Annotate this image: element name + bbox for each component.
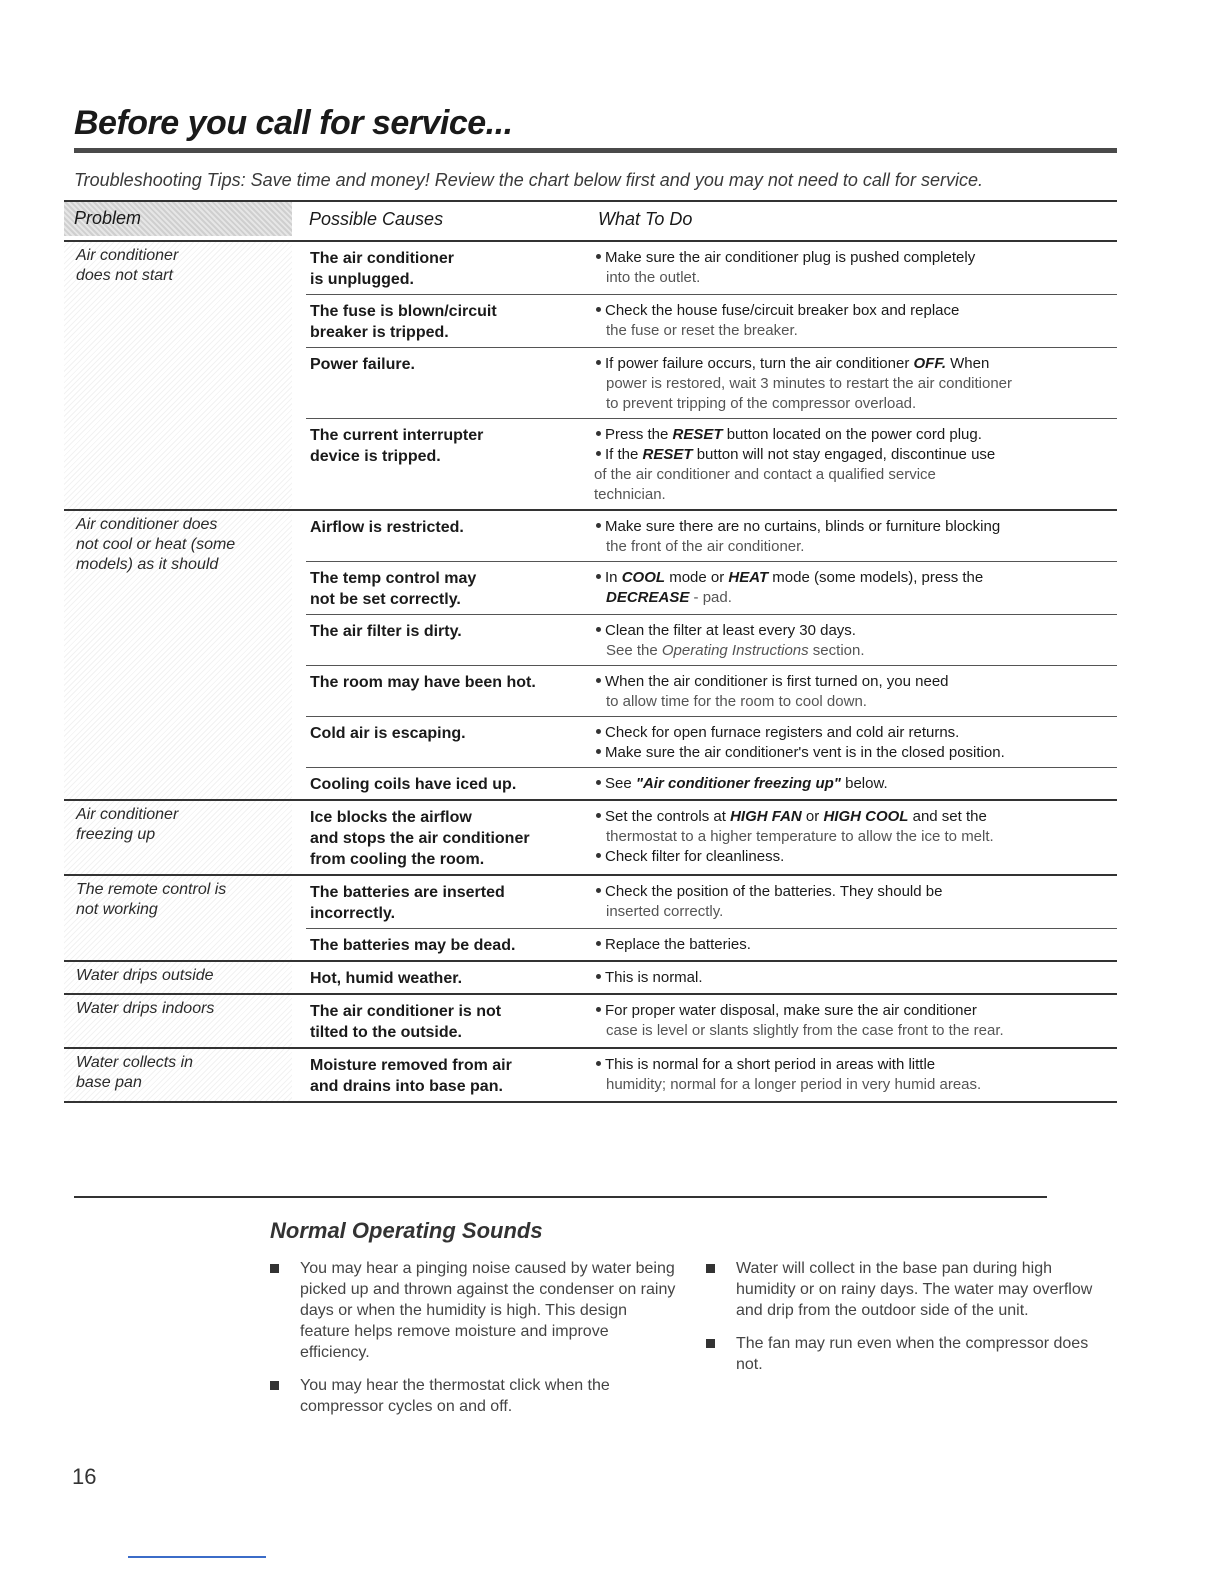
todo-sub: the front of the air conditioner. — [606, 538, 805, 555]
header-possible-causes: Possible Causes — [309, 209, 444, 229]
table-row — [306, 768, 1117, 799]
cause-cell — [306, 807, 594, 870]
todo-sub: technician. — [594, 486, 666, 503]
square-bullet-icon — [706, 1339, 715, 1348]
cause-cell — [306, 248, 594, 290]
table-row — [306, 876, 1117, 929]
todo-main: Check filter for cleanliness. — [594, 848, 784, 865]
todo-item — [594, 1055, 1117, 1095]
title-divider — [74, 148, 1117, 153]
cause-cell — [306, 301, 594, 343]
todo-cell — [594, 1055, 1117, 1097]
sounds-left-column — [268, 1258, 678, 1429]
table-row — [306, 295, 1117, 348]
problem-cell — [64, 876, 292, 960]
todo-sub: into the outlet. — [606, 269, 701, 286]
cause-text: and drains into base pan. — [310, 1078, 503, 1095]
table-row — [306, 511, 1117, 562]
problem-cell — [64, 801, 292, 874]
emphasis-text: RESET — [642, 446, 693, 463]
cause-text: device is tripped. — [310, 448, 441, 465]
todo-main: Replace the batteries. — [594, 936, 751, 953]
cause-text: Hot, humid weather. — [310, 970, 463, 987]
bullet-dot-icon — [596, 431, 601, 436]
table-row — [306, 348, 1117, 419]
cause-text: The current interrupter — [310, 427, 484, 444]
cause-text: The batteries are inserted — [310, 884, 505, 901]
cause-text: Power failure. — [310, 356, 415, 373]
sound-text: Water will collect in the base pan during high humidity or on rainy days. The water may overflow and drip from the outdoor side of the unit. — [736, 1260, 1093, 1319]
todo-main: For proper water disposal, make sure the air conditioner — [594, 1002, 977, 1019]
emphasis-text: DECREASE — [606, 589, 690, 606]
problem-text: models) as it should — [76, 556, 219, 573]
cause-text: The air conditioner — [310, 250, 455, 267]
todo-main: Press the RESET button located on the power cord plug. — [594, 426, 982, 443]
cause-text: Cooling coils have iced up. — [310, 776, 517, 793]
todo-main: This is normal for a short period in areas with little — [594, 1056, 935, 1073]
todo-main: In COOL mode or HEAT mode (some models), press the — [594, 569, 983, 586]
emphasis-text: "Air conditioner freezing up" — [635, 775, 841, 792]
page-number: 16 — [72, 1464, 97, 1489]
cause-text: Ice blocks the airflow — [310, 809, 472, 826]
table-header — [64, 200, 1117, 242]
todo-main: When the air conditioner is first turned on, you need — [594, 673, 949, 690]
page-title: Before you call for service... — [74, 104, 513, 142]
footer-line — [128, 1556, 266, 1558]
problem-group — [64, 801, 1117, 876]
cause-text: Moisture removed from air — [310, 1057, 512, 1074]
header-problem: Problem — [64, 202, 292, 236]
todo-item — [594, 568, 1117, 608]
problem-group — [64, 242, 1117, 511]
problem-text: base pan — [76, 1074, 142, 1091]
todo-main: Make sure the air conditioner's vent is in the closed position. — [594, 744, 1005, 761]
todo-item — [594, 354, 1117, 414]
sound-bullet — [704, 1258, 1114, 1321]
bullet-dot-icon — [596, 749, 601, 754]
todo-item — [594, 301, 1117, 341]
todo-sub: inserted correctly. — [606, 903, 724, 920]
todo-item — [594, 1001, 1117, 1041]
sounds-title: Normal Operating Sounds — [270, 1218, 543, 1243]
todo-main: If power failure occurs, turn the air conditioner OFF. When — [594, 355, 989, 372]
problem-group — [64, 1049, 1117, 1103]
section-divider — [74, 1196, 1047, 1198]
problem-text: freezing up — [76, 826, 156, 843]
todo-cell — [594, 425, 1117, 505]
square-bullet-icon — [270, 1381, 279, 1390]
bullet-dot-icon — [596, 974, 601, 979]
todo-main: Make sure there are no curtains, blinds or furniture blocking — [594, 518, 1000, 535]
problem-text: Air conditioner does — [76, 516, 218, 533]
todo-item — [594, 807, 1117, 847]
problem-text: Air conditioner — [76, 806, 179, 823]
cause-cell — [306, 968, 594, 989]
problem-cell — [64, 995, 292, 1047]
todo-item — [594, 882, 1117, 922]
square-bullet-icon — [706, 1264, 715, 1273]
cause-text: from cooling the room. — [310, 851, 485, 868]
bullet-dot-icon — [596, 523, 601, 528]
todo-item — [594, 248, 1117, 288]
todo-cell — [594, 723, 1117, 763]
todo-sub: power is restored, wait 3 minutes to restart the air conditioner — [606, 375, 1013, 392]
todo-main: Check the position of the batteries. They should be — [594, 883, 942, 900]
todo-item — [594, 774, 1117, 794]
sound-bullet — [268, 1258, 678, 1363]
troubleshooting-table — [64, 200, 1117, 1103]
bullet-dot-icon — [596, 1061, 601, 1066]
bullet-dot-icon — [596, 1007, 601, 1012]
table-row — [306, 717, 1117, 768]
cause-cell — [306, 517, 594, 557]
sounds-right-column — [704, 1258, 1114, 1387]
todo-cell — [594, 807, 1117, 870]
table-row — [306, 419, 1117, 509]
table-row — [306, 929, 1117, 960]
todo-sub: humidity; normal for a longer period in very humid areas. — [606, 1076, 982, 1093]
table-row — [306, 801, 1117, 874]
cause-cell — [306, 1055, 594, 1097]
emphasis-text: HIGH FAN — [730, 808, 802, 825]
bullet-dot-icon — [596, 360, 601, 365]
table-row — [306, 615, 1117, 666]
todo-main: This is normal. — [594, 969, 703, 986]
sound-bullet — [268, 1375, 678, 1417]
cause-cell — [306, 723, 594, 763]
cause-text: incorrectly. — [310, 905, 396, 922]
cause-text: The batteries may be dead. — [310, 937, 516, 954]
todo-sub: to allow time for the room to cool down. — [606, 693, 867, 710]
todo-main: Clean the filter at least every 30 days. — [594, 622, 856, 639]
todo-item — [594, 723, 1117, 743]
problem-group — [64, 995, 1117, 1049]
cause-cell — [306, 621, 594, 661]
table-row — [306, 962, 1117, 993]
table-body — [64, 242, 1117, 1103]
todo-sub: case is level or slants slightly from the case front to the rear. — [606, 1022, 1004, 1039]
cause-cell — [306, 774, 594, 795]
cause-text: The air filter is dirty. — [310, 623, 462, 640]
bullet-dot-icon — [596, 813, 601, 818]
todo-item — [594, 743, 1117, 763]
todo-cell — [594, 672, 1117, 712]
todo-main: Check for open furnace registers and cold air returns. — [594, 724, 959, 741]
header-what-to-do: What To Do — [598, 209, 693, 229]
todo-item — [594, 621, 1117, 661]
cause-text: not be set correctly. — [310, 591, 461, 608]
problem-text: does not start — [76, 267, 173, 284]
todo-main: Make sure the air conditioner plug is pushed completely — [594, 249, 975, 266]
italic-text: Operating Instructions — [661, 642, 809, 659]
page-subtitle: Troubleshooting Tips: Save time and money! Review the chart below first and you may not need to call for service. — [74, 170, 983, 190]
sound-bullet — [704, 1333, 1114, 1375]
todo-cell — [594, 621, 1117, 661]
cause-cell — [306, 672, 594, 712]
emphasis-text: COOL — [621, 569, 666, 586]
problem-group — [64, 511, 1117, 801]
bullet-dot-icon — [596, 307, 601, 312]
bullet-dot-icon — [596, 853, 601, 858]
bullet-dot-icon — [596, 627, 601, 632]
todo-cell — [594, 354, 1117, 414]
bullet-dot-icon — [596, 729, 601, 734]
todo-cell — [594, 1001, 1117, 1043]
todo-sub: thermostat to a higher temperature to allow the ice to melt. — [606, 828, 994, 845]
bullet-dot-icon — [596, 941, 601, 946]
bullet-dot-icon — [596, 574, 601, 579]
cause-text: Cold air is escaping. — [310, 725, 466, 742]
sound-text: The fan may run even when the compressor does not. — [736, 1335, 1089, 1373]
todo-cell — [594, 774, 1117, 795]
todo-item — [594, 935, 1117, 955]
bullet-dot-icon — [596, 780, 601, 785]
cause-text: and stops the air conditioner — [310, 830, 530, 847]
table-row — [306, 562, 1117, 615]
bullet-dot-icon — [596, 451, 601, 456]
cause-cell — [306, 882, 594, 924]
problem-cell — [64, 1049, 292, 1101]
todo-sub: to prevent tripping of the compressor overload. — [606, 395, 917, 412]
problem-cell — [64, 511, 292, 799]
bullet-dot-icon — [596, 254, 601, 259]
todo-item — [594, 968, 1117, 988]
emphasis-text: OFF. — [913, 355, 946, 372]
problem-group — [64, 962, 1117, 995]
sound-text: You may hear a pinging noise caused by water being picked up and thrown against the condenser on rainy days or when the humidity is high. This design feature helps remove moisture and improve efficiency. — [300, 1260, 676, 1361]
cause-cell — [306, 568, 594, 610]
cause-text: is unplugged. — [310, 271, 414, 288]
todo-item — [594, 445, 1117, 505]
todo-sub: DECREASE - pad. — [606, 589, 732, 606]
square-bullet-icon — [270, 1264, 279, 1273]
cause-cell — [306, 425, 594, 505]
todo-main: Check the house fuse/circuit breaker box and replace — [594, 302, 959, 319]
problem-group — [64, 876, 1117, 962]
cause-cell — [306, 354, 594, 414]
todo-item — [594, 672, 1117, 712]
todo-cell — [594, 882, 1117, 924]
cause-text: tilted to the outside. — [310, 1024, 462, 1041]
problem-cell — [64, 242, 292, 509]
cause-text: The air conditioner is not — [310, 1003, 502, 1020]
todo-sub: the fuse or reset the breaker. — [606, 322, 798, 339]
todo-cell — [594, 968, 1117, 989]
todo-main: Set the controls at HIGH FAN or HIGH COOL and set the — [594, 808, 987, 825]
table-row — [306, 1049, 1117, 1101]
cause-cell — [306, 1001, 594, 1043]
cause-text: The fuse is blown/circuit — [310, 303, 497, 320]
problem-text: Air conditioner — [76, 247, 179, 264]
todo-item — [594, 517, 1117, 557]
table-row — [306, 995, 1117, 1047]
problem-text: not cool or heat (some — [76, 536, 236, 553]
emphasis-text: HIGH COOL — [823, 808, 909, 825]
problem-text: Water drips outside — [76, 967, 214, 984]
todo-sub: of the air conditioner and contact a qualified service — [594, 466, 936, 483]
todo-cell — [594, 301, 1117, 343]
cause-text: breaker is tripped. — [310, 324, 449, 341]
table-row — [306, 666, 1117, 717]
problem-text: Water drips indoors — [76, 1000, 215, 1017]
todo-cell — [594, 568, 1117, 610]
todo-cell — [594, 517, 1117, 557]
bullet-dot-icon — [596, 678, 601, 683]
bullet-dot-icon — [596, 888, 601, 893]
cause-cell — [306, 935, 594, 956]
problem-cell — [64, 962, 292, 993]
todo-cell — [594, 248, 1117, 290]
todo-cell — [594, 935, 1117, 956]
emphasis-text: RESET — [672, 426, 723, 443]
problem-text: Water collects in — [76, 1054, 194, 1071]
sound-text: You may hear the thermostat click when the compressor cycles on and off. — [300, 1377, 610, 1415]
todo-main: See "Air conditioner freezing up" below. — [594, 775, 888, 792]
todo-main: If the RESET button will not stay engaged, discontinue use — [594, 446, 995, 463]
cause-text: The room may have been hot. — [310, 674, 536, 691]
todo-item — [594, 425, 1117, 445]
problem-text: The remote control is — [76, 881, 227, 898]
problem-text: not working — [76, 901, 158, 918]
cause-text: The temp control may — [310, 570, 477, 587]
emphasis-text: HEAT — [728, 569, 769, 586]
todo-sub: See the Operating Instructions section. — [606, 642, 865, 659]
cause-text: Airflow is restricted. — [310, 519, 464, 536]
todo-item — [594, 847, 1117, 867]
table-row — [306, 242, 1117, 295]
